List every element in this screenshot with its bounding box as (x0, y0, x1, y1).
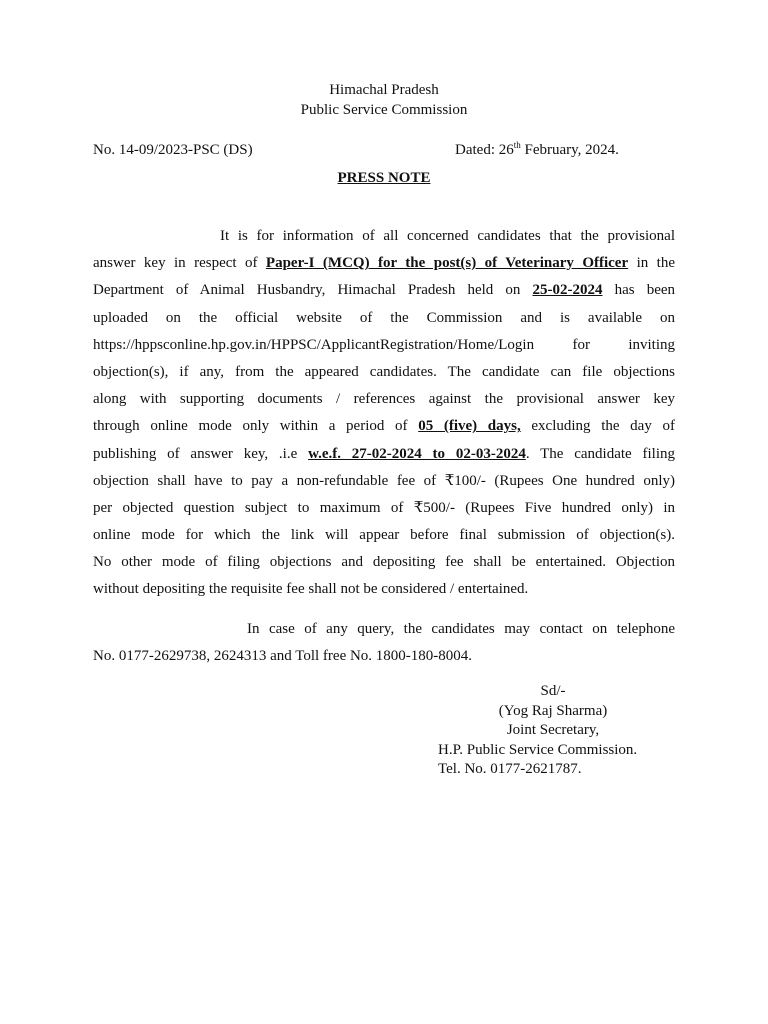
text-run: answer key in respect of (93, 255, 266, 272)
paragraph-line: online mode for which the link will appear before final submission of objection(s). (93, 527, 675, 544)
paragraph-line: without depositing the requisite fee shall not be considered / entertained. (93, 581, 529, 598)
paragraph-line: It is for information of all concerned candidates that the provisional (220, 228, 675, 244)
reference-date (455, 140, 619, 160)
paragraph-line: In case of any query, the candidates may contact on telephone (247, 621, 675, 637)
reference-number: No. 14-09/2023-PSC (DS) (93, 142, 253, 158)
signatory-telephone: Tel. No. 0177-2621787. (438, 761, 582, 777)
signatory-office: H.P. Public Service Commission. (438, 741, 638, 758)
paragraph-line: objection(s), if any, from the appeared candidates. The candidate can file objections (93, 363, 675, 380)
text-run: Department of Animal Husbandry, Himachal Pradesh held on (93, 282, 533, 299)
exam-date-highlight: 25-02-2024 (532, 282, 603, 299)
contact-paragraph (93, 616, 675, 670)
paragraph-line: along with supporting documents / references against the provisional answer key (93, 391, 675, 408)
date-prefix: Dated: 26 (455, 142, 514, 158)
date-superscript: th (513, 140, 521, 150)
text-run: through online mode only within a period of (93, 418, 419, 435)
text-run: publishing of answer key, .i.e (93, 445, 309, 462)
text-run: has been (602, 282, 676, 299)
main-paragraph (93, 223, 675, 604)
signatory-name: (Yog Raj Sharma) (498, 702, 608, 719)
paragraph-line: No other mode of filing objections and depositing fee shall be entertained. Objection (93, 554, 675, 571)
text-run: in the (628, 255, 675, 272)
period-highlight: 05 (five) days, (418, 418, 521, 435)
post-name-highlight: Paper-I (MCQ) for the post(s) of Veterinary Officer (265, 255, 629, 272)
text-run: excluding the day of (520, 418, 675, 435)
objection-window-highlight: w.e.f. 27-02-2024 to 02-03-2024 (308, 445, 526, 462)
website-url-line: https://hppsconline.hp.gov.in/HPPSC/ApplicantRegistration/Home/Login for inviting (93, 336, 675, 353)
paragraph-line: No. 0177-2629738, 2624313 and Toll free No. 1800-180-8004. (93, 648, 473, 665)
letterhead (0, 80, 768, 120)
date-suffix: February, 2024. (520, 142, 619, 158)
document-title: PRESS NOTE (337, 170, 431, 186)
org-state-name: Himachal Pradesh (329, 82, 439, 98)
signature-sd: Sd/- (540, 683, 566, 699)
paragraph-line (93, 413, 675, 440)
paragraph-line: uploaded on the official website of the Commission and is available on (93, 309, 675, 326)
text-run: . The candidate filing (525, 445, 675, 462)
org-commission-name: Public Service Commission (300, 102, 468, 118)
signature-block (438, 682, 668, 780)
paragraph-line: per objected question subject to maximum of ₹500/- (Rupees Five hundred only) in (93, 499, 675, 516)
signatory-designation: Joint Secretary, (506, 722, 600, 738)
paragraph-line: objection shall have to pay a non-refundable fee of ₹100/- (Rupees One hundred only) (93, 472, 675, 489)
paragraph-line (93, 441, 675, 468)
paragraph-line (93, 277, 675, 304)
paragraph-line (93, 250, 675, 277)
